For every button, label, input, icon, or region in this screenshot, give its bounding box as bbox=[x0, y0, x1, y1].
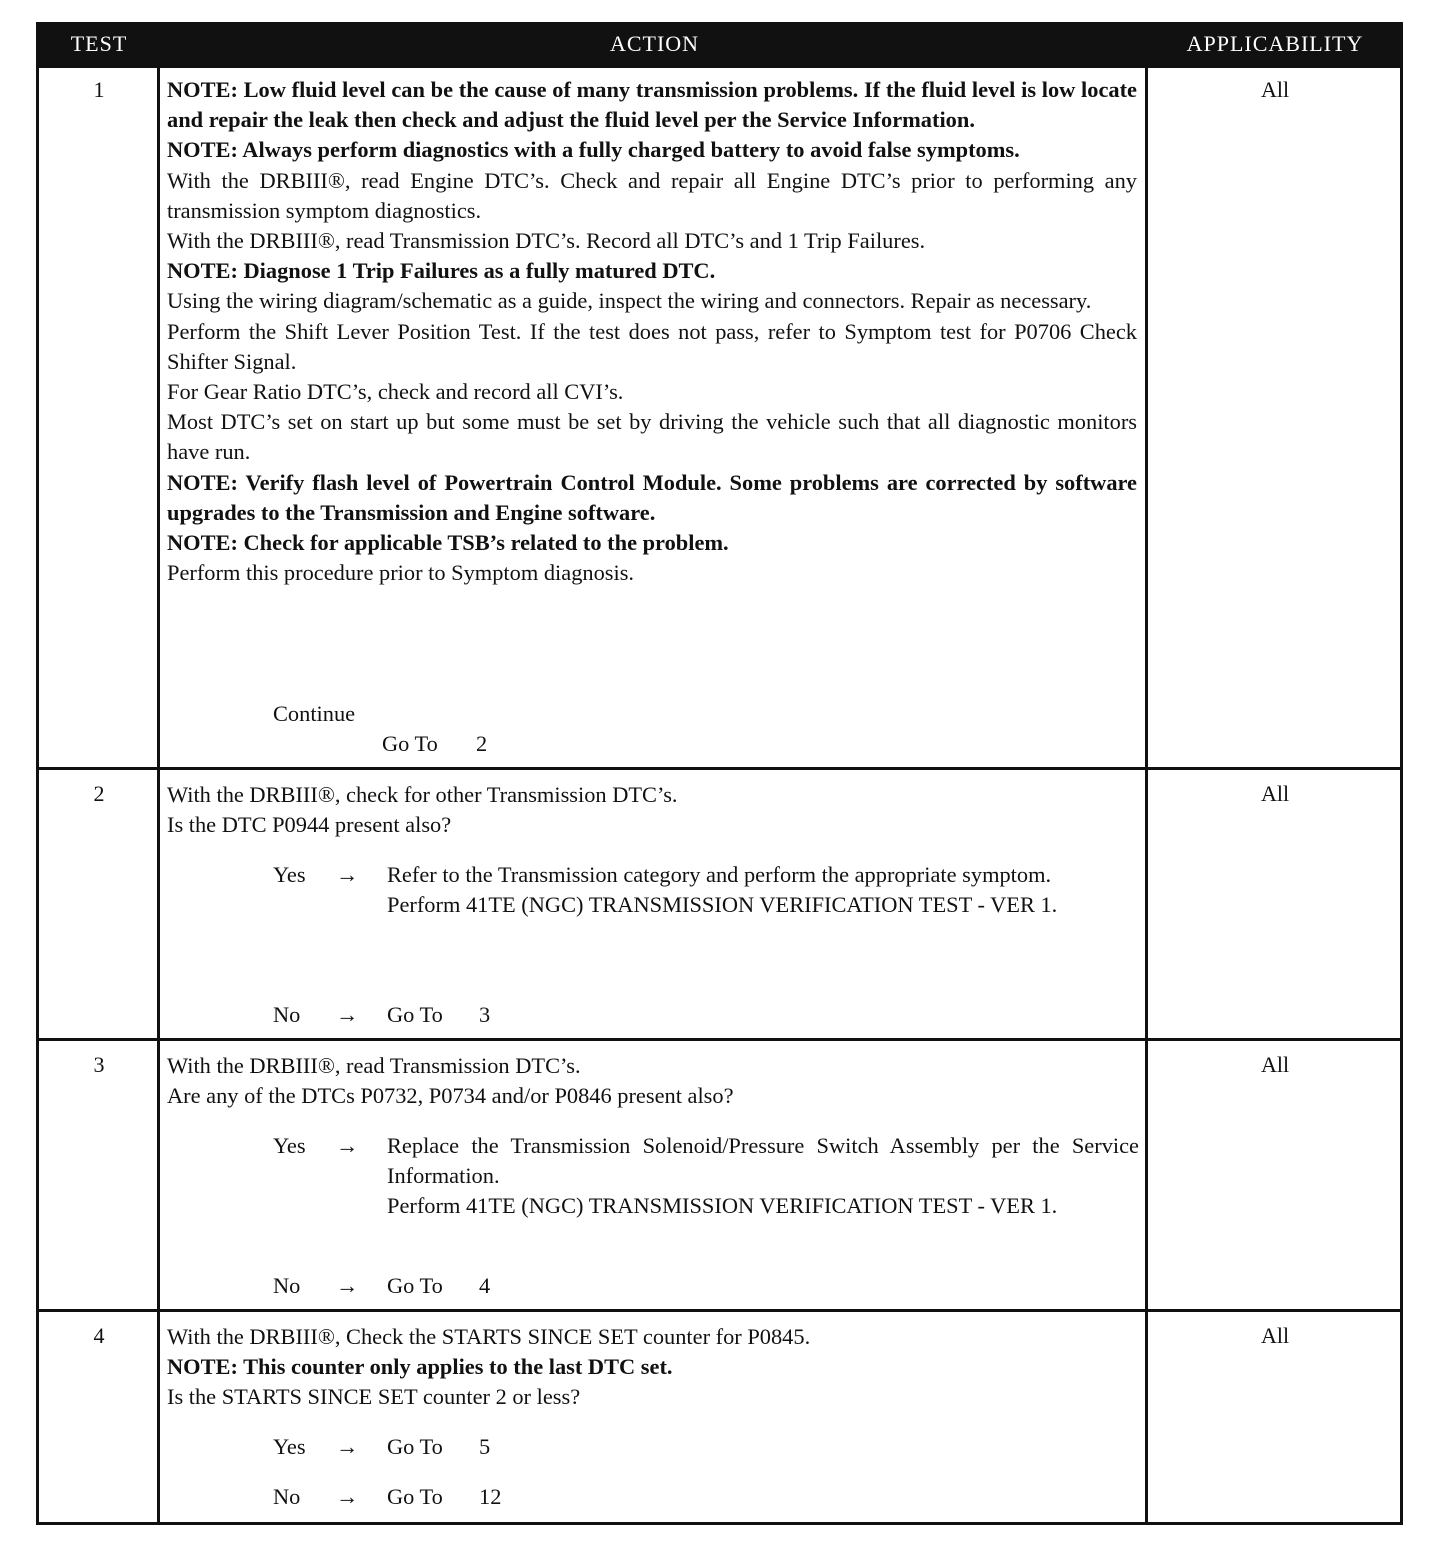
test-number: 1 bbox=[93, 77, 105, 102]
column-divider bbox=[1145, 25, 1148, 1522]
continue-label: Continue bbox=[273, 701, 356, 726]
note-line: NOTE: Always perform diagnostics with a fully charged battery to avoid false symptoms. bbox=[167, 137, 1020, 163]
note-line: NOTE: Check for applicable TSB’s related to the problem. bbox=[167, 530, 729, 556]
goto-number: 3 bbox=[479, 1002, 491, 1027]
diagnostic-table bbox=[36, 22, 1403, 1525]
goto-text: Go To bbox=[387, 1002, 443, 1027]
row-divider bbox=[39, 65, 1400, 68]
note-line: NOTE: Verify flash level of Powertrain Control Module. Some problems are corrected by software upgrades to the Transmission and Engine software. bbox=[167, 469, 1137, 525]
arrow-icon: → bbox=[336, 1434, 359, 1459]
action-text bbox=[167, 1322, 1137, 1413]
goto-number: 4 bbox=[479, 1273, 491, 1298]
instruction-line: With the DRBIII®, check for other Transmission DTC’s. bbox=[167, 782, 678, 807]
instruction-line: Perform this procedure prior to Symptom diagnosis. bbox=[167, 560, 635, 586]
goto-number: 5 bbox=[479, 1434, 491, 1459]
no-label: No bbox=[273, 1002, 301, 1027]
action-text bbox=[167, 780, 1137, 840]
note-line: NOTE: This counter only applies to the last DTC set. bbox=[167, 1354, 673, 1380]
yes-action bbox=[387, 860, 1139, 920]
instruction-line: Using the wiring diagram/schematic as a guide, inspect the wiring and connectors. Repair as necessary. bbox=[167, 288, 1092, 314]
applicability-value: All bbox=[1260, 77, 1290, 102]
applicability-value: All bbox=[1260, 781, 1290, 806]
arrow-icon: → bbox=[336, 1273, 359, 1298]
yes-action bbox=[387, 1131, 1139, 1222]
arrow-icon: → bbox=[336, 1133, 359, 1158]
yes-label: Yes bbox=[273, 1434, 306, 1459]
action-text bbox=[167, 75, 1137, 588]
yes-action-line: Refer to the Transmission category and perform the appropriate symptom. bbox=[387, 862, 1052, 887]
goto-text: Go To bbox=[387, 1273, 443, 1298]
column-divider bbox=[157, 25, 160, 1522]
header-action: ACTION bbox=[609, 31, 700, 56]
instruction-line: With the DRBIII®, read Transmission DTC’s. Record all DTC’s and 1 Trip Failures. bbox=[167, 228, 926, 254]
question-line: Is the STARTS SINCE SET counter 2 or less? bbox=[167, 1384, 581, 1410]
arrow-icon: → bbox=[336, 1484, 359, 1509]
no-label: No bbox=[273, 1273, 301, 1298]
applicability-value: All bbox=[1260, 1052, 1290, 1077]
goto-text: Go To bbox=[382, 731, 438, 756]
no-label: No bbox=[273, 1484, 301, 1509]
yes-label: Yes bbox=[273, 1133, 306, 1158]
test-number: 2 bbox=[93, 781, 105, 806]
row-divider bbox=[39, 1038, 1400, 1041]
arrow-icon: → bbox=[336, 1002, 359, 1027]
instruction-line: Perform the Shift Lever Position Test. If the test does not pass, refer to Symptom test for P0706 Check Shifter Signal. bbox=[167, 318, 1137, 374]
goto-number: 12 bbox=[479, 1484, 502, 1509]
instruction-line: Most DTC’s set on start up but some must be set by driving the vehicle such that all diagnostic monitors have run. bbox=[167, 409, 1137, 465]
instruction-line: With the DRBIII®, read Transmission DTC’s. bbox=[167, 1053, 581, 1078]
goto-number: 2 bbox=[476, 731, 488, 756]
test-number: 4 bbox=[93, 1323, 105, 1348]
row-divider bbox=[39, 1309, 1400, 1312]
note-line: NOTE: Diagnose 1 Trip Failures as a fully matured DTC. bbox=[167, 258, 716, 284]
goto-text: Go To bbox=[387, 1484, 443, 1509]
yes-action-line: Replace the Transmission Solenoid/Pressure Switch Assembly per the Service Information. bbox=[387, 1133, 1139, 1189]
header-applicability: APPLICABILITY bbox=[1186, 31, 1364, 56]
row-divider bbox=[39, 767, 1400, 770]
test-number: 3 bbox=[93, 1052, 105, 1077]
yes-action-line: Perform 41TE (NGC) TRANSMISSION VERIFICATION TEST - VER 1. bbox=[387, 892, 1058, 918]
goto-text: Go To bbox=[387, 1434, 443, 1459]
table-header bbox=[39, 25, 1400, 65]
instruction-line: With the DRBIII®, Check the STARTS SINCE SET counter for P0845. bbox=[167, 1324, 811, 1349]
instruction-line: With the DRBIII®, read Engine DTC’s. Check and repair all Engine DTC’s prior to performing any transmission symptom diagnostics. bbox=[167, 167, 1137, 223]
yes-label: Yes bbox=[273, 862, 306, 887]
question-line: Is the DTC P0944 present also? bbox=[167, 812, 452, 838]
arrow-icon: → bbox=[336, 862, 359, 887]
note-line: NOTE: Low fluid level can be the cause of many transmission problems. If the fluid level is low locate and repair the leak then check and adjust the fluid level per the Service Information. bbox=[167, 77, 1137, 133]
applicability-value: All bbox=[1260, 1323, 1290, 1348]
yes-action-line: Perform 41TE (NGC) TRANSMISSION VERIFICATION TEST - VER 1. bbox=[387, 1193, 1058, 1219]
question-line: Are any of the DTCs P0732, P0734 and/or P0846 present also? bbox=[167, 1083, 734, 1109]
instruction-line: For Gear Ratio DTC’s, check and record all CVI’s. bbox=[167, 379, 624, 405]
action-text bbox=[167, 1051, 1137, 1111]
header-test: TEST bbox=[70, 31, 128, 56]
